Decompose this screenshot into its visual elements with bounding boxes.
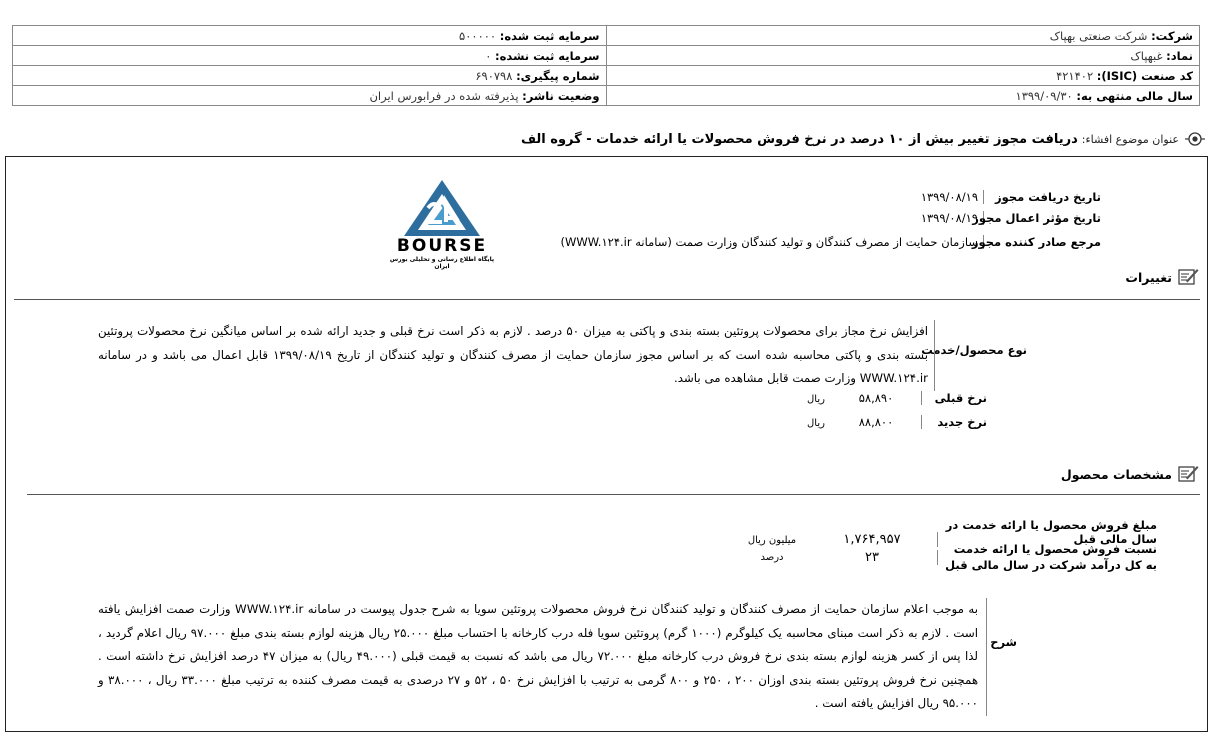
- tracking-cell: [13, 66, 607, 86]
- edit-note-icon: [1177, 463, 1199, 486]
- permit-effective-date-label: تاریخ مؤثر اعمال مجوز: [972, 211, 1101, 225]
- isic-value: ۴۲۱۴۰۲: [1056, 68, 1094, 83]
- registered-capital-cell: [13, 26, 607, 46]
- permit-issuer-label: مرجع صادر کننده مجوز: [971, 235, 1101, 249]
- sales-unit: میلیون ریال: [747, 535, 797, 546]
- product-section-title: [1061, 463, 1199, 486]
- ratio-label: نسبت فروش محصول یا ارائه خدمت به کل درآمد شرکت در سال مالی قبل: [945, 542, 1157, 572]
- tracking-label: شماره پیگیری:: [516, 68, 600, 83]
- permit-receive-date-value: ۱۳۹۹/۰۸/۱۹: [921, 190, 984, 204]
- fiscal-value: ۱۳۹۹/۰۹/۳۰: [1015, 88, 1073, 103]
- ratio-unit: درصد: [760, 551, 784, 563]
- prev-rate-row: [796, 391, 987, 405]
- prev-rate-unit: ریال: [807, 394, 825, 405]
- bourse-logo: [384, 178, 500, 238]
- fiscal-cell: [606, 86, 1200, 106]
- new-rate-value: ۸۸,۸۰۰: [836, 415, 922, 429]
- sales-value: ۱,۷۶۴,۹۵۷: [812, 532, 938, 547]
- company-cell: [606, 26, 1200, 46]
- edit-note-icon: [1177, 266, 1199, 289]
- publisher-cell: [13, 86, 607, 106]
- new-rate-unit: ریال: [807, 418, 825, 429]
- description-text: به موجب اعلام سازمان حمایت از مصرف کنندگان و تولید کنندگان نرخ فروش محصولات پروتئین سویا به شرح جدول پیوست در سامانه WWW.۱۲۴.ir وزارت صمت افزایش یافته است . لازم به ذکر است مبنای محاسبه یک کیلوگرم (۱۰۰۰ گرم) پروتئین سویا فله درب کارخانه با احتساب مبلغ ۲۵.۰۰۰ ریال هزینه لوازم بسته بندی مبلغ ۹۷.۰۰۰ ریال اعلام گردید ، لذا پس از کسر هزینه لوازم بسته بندی نرخ فروش درب کارخانه مبلغ ۷۲.۰۰۰ ریال می باشد که نسبت به قیمت قبلی (۴۹.۰۰۰ ریال) به میزان ۴۷ درصد افزایش نرخ داشته است . همچنین نرخ فروش پروتئین بسته بندی اوزان ۲۰۰ ، ۲۵۰ و ۸۰۰ گرمی به ترتیب با افزایش نرخ ۵۰ ، ۵۲ و ۲۷ درصدی به قیمت مصرف کننده به ترتیب مبلغ ۳۳.۰۰۰ ریال ، ۳۸.۰۰۰ و ۹۵.۰۰۰ ریال افزایش یافته است .: [98, 598, 987, 716]
- symbol-value: غبهپاک: [1130, 48, 1163, 63]
- tracking-value: ۶۹۰۷۹۸: [475, 68, 513, 83]
- permit-effective-date: [921, 211, 1101, 225]
- symbol-cell: [606, 46, 1200, 66]
- subject-value: دریافت مجوز تغییر بیش از ۱۰ درصد در نرخ فروش محصولات یا ارائه خدمات - گروه الف: [520, 131, 1078, 147]
- ratio-row: [732, 541, 1157, 573]
- permit-receive-date: [921, 190, 1101, 204]
- publisher-label: وضعیت ناشر:: [522, 88, 600, 103]
- new-rate-label: نرخ جدید: [937, 415, 987, 429]
- logo-text: BOURSE: [396, 236, 488, 256]
- sales-label: مبلغ فروش محصول یا ارائه خدمت در سال مالی قبل: [945, 518, 1157, 546]
- isic-label: کد صنعت (ISIC):: [1096, 68, 1193, 83]
- prev-rate-value: ۵۸,۸۹۰: [836, 391, 922, 405]
- registered-capital-label: سرمایه ثبت شده:: [499, 28, 600, 43]
- prev-rate-label: نرخ قبلی: [934, 391, 987, 405]
- registered-capital-value: ۵۰۰۰۰۰: [459, 28, 497, 43]
- company-value: شرکت صنعتی بهپاک: [1049, 28, 1148, 43]
- product-type-label: نوع محصول/خدمت: [921, 343, 1027, 357]
- logo-subtext: پایگاه اطلاع رسانی و تحلیلی بورس ایران: [389, 256, 495, 270]
- product-divider: [27, 494, 1200, 495]
- target-icon: [1185, 129, 1205, 149]
- product-title: مشخصات محصول: [1060, 467, 1172, 482]
- changes-divider: [14, 299, 1200, 300]
- changes-section-title: [1125, 266, 1199, 289]
- permit-issuer-value: سازمان حمایت از مصرف کنندگان و تولید کنندگان وزارت صمت (سامانه WWW.۱۲۴.ir): [561, 235, 984, 249]
- ratio-value: ۲۳: [812, 550, 938, 565]
- new-rate-row: [796, 415, 987, 429]
- unregistered-capital-label: سرمایه ثبت نشده:: [495, 48, 600, 63]
- symbol-label: نماد:: [1166, 48, 1193, 63]
- changes-title: تغییرات: [1125, 270, 1172, 285]
- permit-receive-date-label: تاریخ دریافت مجوز: [995, 190, 1101, 204]
- fiscal-label: سال مالی منتهی به:: [1076, 88, 1193, 103]
- isic-cell: [606, 66, 1200, 86]
- company-label: شرکت:: [1151, 28, 1193, 43]
- subject-label: عنوان موضوع افشاء:: [1081, 132, 1179, 146]
- publisher-value: پذیرفته شده در فرابورس ایران: [369, 88, 519, 103]
- product-type-value: افزایش نرخ مجاز برای محصولات پروتئین بسته بندی و پاکتی به میزان ۵۰ درصد . لازم به ذکر است نرخ قبلی و جدید ارائه شده بر اساس میانگین نرخ محصولات پروتئین بسته بندی و پاکتی محاسبه شده است که بر اساس مجوز سازمان حمایت از مصرف کنندگان و تولید کنندگان از تاریخ ۱۳۹۹/۰۸/۱۹ قابل اعمال می باشد و در سامانه WWW.۱۲۴.ir وزارت صمت قابل مشاهده می باشد.: [98, 320, 935, 391]
- company-info-table: [12, 25, 1200, 106]
- unregistered-capital-value: ۰: [485, 48, 492, 63]
- permit-effective-date-value: ۱۳۹۹/۰۸/۱۹: [921, 211, 984, 225]
- unregistered-capital-cell: [13, 46, 607, 66]
- description-label: شرح: [990, 635, 1017, 649]
- disclosure-subject: [521, 128, 1205, 150]
- permit-issuer: [561, 235, 1101, 249]
